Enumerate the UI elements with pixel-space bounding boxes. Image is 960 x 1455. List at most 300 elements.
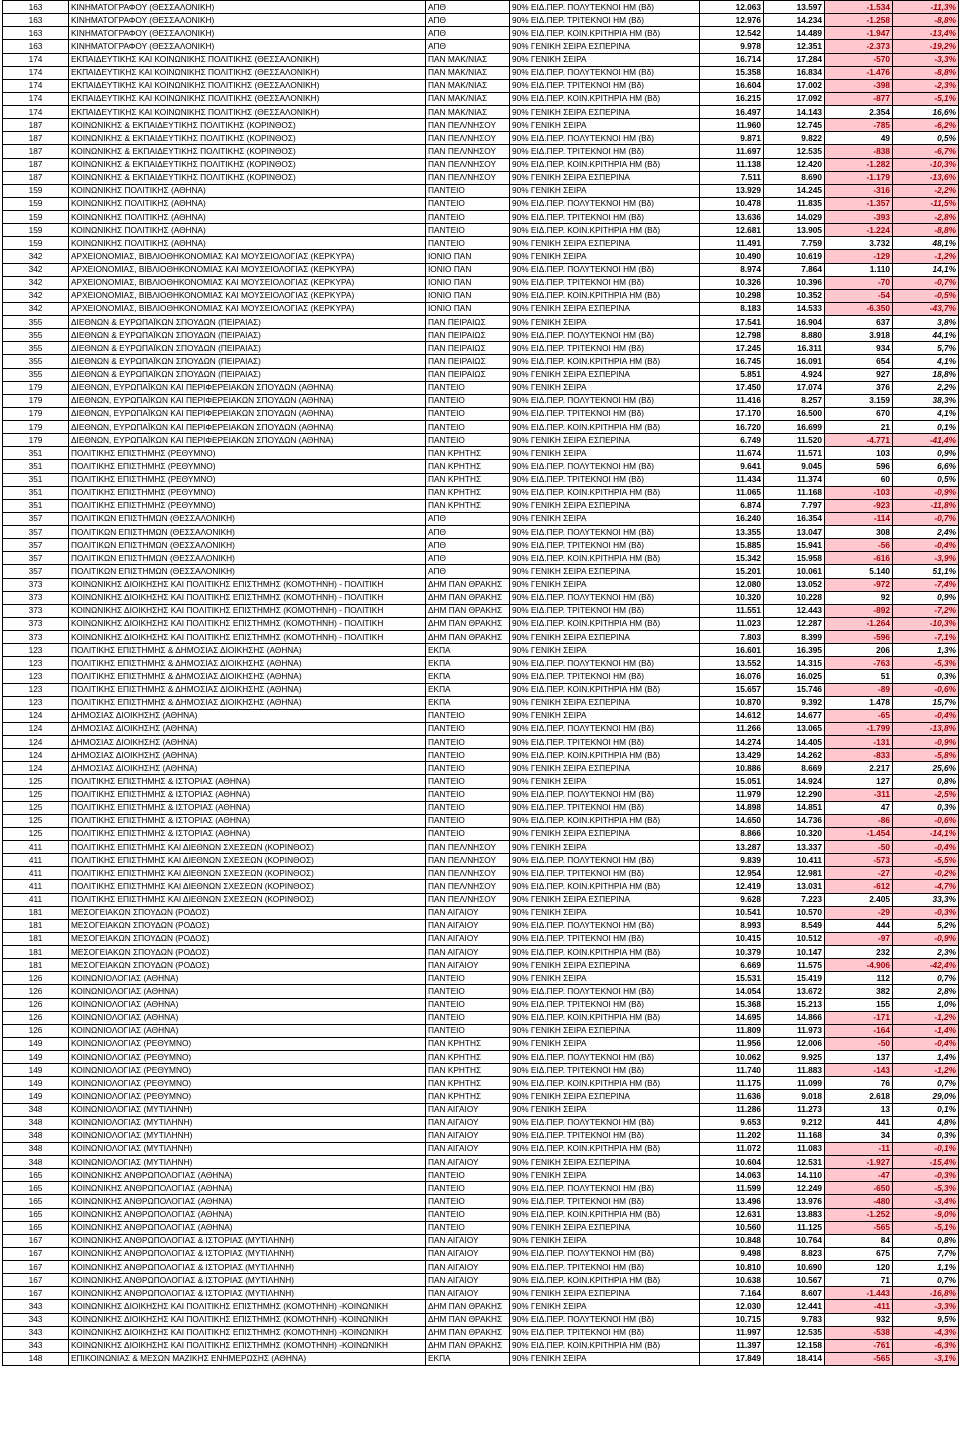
difference-cell: 92	[825, 591, 893, 604]
base-2012-cell: 7.759	[764, 237, 825, 250]
university-cell: ΠΑΝΤΕΙΟ	[426, 407, 510, 420]
base-2013-cell: 11.979	[700, 788, 764, 801]
department-cell: ΚΟΙΝΩΝΙΚΗΣ & ΕΚΠΑΙΔΕΥΤΙΚΗΣ ΠΟΛΙΤΙΚΗΣ (ΚΟΡΙΝΘΟΣ)	[69, 132, 426, 145]
percent-change-cell: -3,1%	[893, 1352, 959, 1365]
code-cell: 174	[3, 106, 69, 119]
base-2013-cell: 11.175	[700, 1077, 764, 1090]
base-2012-cell: 8.823	[764, 1247, 825, 1260]
base-2013-cell: 10.478	[700, 197, 764, 210]
difference-cell: 206	[825, 644, 893, 657]
base-2012-cell: 18.414	[764, 1352, 825, 1365]
percent-change-cell: 1,4%	[893, 1051, 959, 1064]
university-cell: ΠΑΝ ΠΕΛ/ΝΗΣΟΥ	[426, 158, 510, 171]
category-cell: 90% ΕΙΔ.ΠΕΡ. ΤΡΙΤΕΚΝΟΙ ΗΜ (Βδ)	[510, 670, 700, 683]
percent-change-cell: 2,3%	[893, 946, 959, 959]
table-row	[3, 985, 959, 998]
code-cell: 159	[3, 224, 69, 237]
department-cell: ΠΟΛΙΤΙΚΗΣ ΕΠΙΣΤΗΜΗΣ ΚΑΙ ΔΙΕΘΝΩΝ ΣΧΕΣΕΩΝ (ΚΟΡΙΝΘΟΣ)	[69, 893, 426, 906]
code-cell: 342	[3, 276, 69, 289]
department-cell: ΚΟΙΝΩΝΙΚΗΣ ΠΟΛΙΤΙΚΗΣ (ΑΘΗΝΑ)	[69, 224, 426, 237]
base-2012-cell: 12.531	[764, 1156, 825, 1169]
percent-change-cell: 4,8%	[893, 1116, 959, 1129]
percent-change-cell: 7,7%	[893, 1247, 959, 1260]
percent-change-cell: 0,7%	[893, 1274, 959, 1287]
base-2012-cell: 17.092	[764, 92, 825, 105]
difference-cell: 670	[825, 407, 893, 420]
table-row	[3, 867, 959, 880]
base-2012-cell: 10.320	[764, 827, 825, 840]
base-2013-cell: 16.604	[700, 79, 764, 92]
base-2012-cell: 14.924	[764, 775, 825, 788]
base-2012-cell: 7.797	[764, 499, 825, 512]
base-2013-cell: 12.030	[700, 1300, 764, 1313]
table-row	[3, 526, 959, 539]
base-2012-cell: 13.976	[764, 1195, 825, 1208]
department-cell: ΔΗΜΟΣΙΑΣ ΔΙΟΙΚΗΣΗΣ (ΑΘΗΝΑ)	[69, 736, 426, 749]
difference-cell: -4.906	[825, 959, 893, 972]
department-cell: ΕΚΠΑΙΔΕΥΤΙΚΗΣ ΚΑΙ ΚΟΙΝΩΝΙΚΗΣ ΠΟΛΙΤΙΚΗΣ (ΘΕΣΣΑΛΟΝΙΚΗ)	[69, 92, 426, 105]
difference-cell: -877	[825, 92, 893, 105]
university-cell: ΠΑΝΤΕΙΟ	[426, 237, 510, 250]
percent-change-cell: -0,3%	[893, 906, 959, 919]
difference-cell: -164	[825, 1024, 893, 1037]
base-2012-cell: 13.047	[764, 526, 825, 539]
category-cell: 90% ΓΕΝΙΚΗ ΣΕΙΡΑ ΕΣΠΕΡΙΝΑ	[510, 1156, 700, 1169]
base-2013-cell: 16.240	[700, 512, 764, 525]
percent-change-cell: -15,4%	[893, 1156, 959, 1169]
table-row	[3, 657, 959, 670]
department-cell: ΠΟΛΙΤΙΚΩΝ ΕΠΙΣΤΗΜΩΝ (ΘΕΣΣΑΛΟΝΙΚΗ)	[69, 526, 426, 539]
percent-change-cell: -6,2%	[893, 119, 959, 132]
university-cell: ΔΗΜ ΠΑΝ ΘΡΑΚΗΣ	[426, 604, 510, 617]
base-2012-cell: 13.065	[764, 722, 825, 735]
base-2013-cell: 10.379	[700, 946, 764, 959]
university-cell: ΠΑΝ ΠΕΛ/ΝΗΣΟΥ	[426, 893, 510, 906]
table-row	[3, 237, 959, 250]
university-cell: ΠΑΝ ΚΡΗΤΗΣ	[426, 1051, 510, 1064]
department-cell: ΠΟΛΙΤΙΚΗΣ ΕΠΙΣΤΗΜΗΣ & ΔΗΜΟΣΙΑΣ ΔΙΟΙΚΗΣΗΣ (ΑΘΗΝΑ)	[69, 644, 426, 657]
category-cell: 90% ΓΕΝΙΚΗ ΣΕΙΡΑ ΕΣΠΕΡΙΝΑ	[510, 696, 700, 709]
percent-change-cell: 3,8%	[893, 316, 959, 329]
department-cell: ΚΟΙΝΩΝΙΚΗΣ ΔΙΟΙΚΗΣΗΣ ΚΑΙ ΠΟΛΙΤΙΚΗΣ ΕΠΙΣΤΗΜΗΣ (ΚΟΜΟΤΗΝΗ) -ΚΟΙΝΩΝΙΚΗ	[69, 1313, 426, 1326]
code-cell: 411	[3, 841, 69, 854]
department-cell: ΑΡΧΕΙΟΝΟΜΙΑΣ, ΒΙΒΛΙΟΘΗΚΟΝΟΜΙΑΣ ΚΑΙ ΜΟΥΣΕΙΟΛΟΓΙΑΣ (ΚΕΡΚΥΡΑ)	[69, 289, 426, 302]
difference-cell: 34	[825, 1129, 893, 1142]
table-row	[3, 381, 959, 394]
university-cell: ΠΑΝ ΑΙΓΑΙΟΥ	[426, 959, 510, 972]
base-2012-cell: 11.168	[764, 1129, 825, 1142]
table-row	[3, 617, 959, 630]
code-cell: 125	[3, 801, 69, 814]
base-2013-cell: 11.397	[700, 1339, 764, 1352]
university-cell: ΠΑΝΤΕΙΟ	[426, 749, 510, 762]
table-row	[3, 1261, 959, 1274]
university-cell: ΕΚΠΑ	[426, 657, 510, 670]
base-2013-cell: 9.839	[700, 854, 764, 867]
difference-cell: 932	[825, 1313, 893, 1326]
university-cell: ΠΑΝΤΕΙΟ	[426, 722, 510, 735]
base-2013-cell: 12.798	[700, 329, 764, 342]
difference-cell: 51	[825, 670, 893, 683]
base-2012-cell: 14.029	[764, 211, 825, 224]
category-cell: 90% ΕΙΔ.ΠΕΡ. ΠΟΛΥΤΕΚΝΟΙ ΗΜ (Βδ)	[510, 329, 700, 342]
category-cell: 90% ΓΕΝΙΚΗ ΣΕΙΡΑ ΕΣΠΕΡΙΝΑ	[510, 237, 700, 250]
difference-cell: -398	[825, 79, 893, 92]
code-cell: 163	[3, 14, 69, 27]
percent-change-cell: 14,1%	[893, 263, 959, 276]
base-2013-cell: 10.062	[700, 1051, 764, 1064]
table-row	[3, 499, 959, 512]
base-2012-cell: 16.025	[764, 670, 825, 683]
table-row	[3, 1274, 959, 1287]
department-cell: ΕΚΠΑΙΔΕΥΤΙΚΗΣ ΚΑΙ ΚΟΙΝΩΝΙΚΗΣ ΠΟΛΙΤΙΚΗΣ (ΘΕΣΣΑΛΟΝΙΚΗ)	[69, 53, 426, 66]
department-cell: ΔΙΕΘΝΩΝ, ΕΥΡΩΠΑΪΚΩΝ ΚΑΙ ΠΕΡΙΦΕΡΕΙΑΚΩΝ ΣΠΟΥΔΩΝ (ΑΘΗΝΑ)	[69, 407, 426, 420]
category-cell: 90% ΓΕΝΙΚΗ ΣΕΙΡΑ ΕΣΠΕΡΙΝΑ	[510, 434, 700, 447]
base-2013-cell: 10.886	[700, 762, 764, 775]
table-row	[3, 224, 959, 237]
university-cell: ΠΑΝ ΠΕΛ/ΝΗΣΟΥ	[426, 119, 510, 132]
base-2012-cell: 11.883	[764, 1064, 825, 1077]
category-cell: 90% ΕΙΔ.ΠΕΡ. ΠΟΛΥΤΕΚΝΟΙ ΗΜ (Βδ)	[510, 919, 700, 932]
code-cell: 167	[3, 1274, 69, 1287]
university-cell: ΠΑΝ ΜΑΚ/ΝΙΑΣ	[426, 106, 510, 119]
difference-cell: -47	[825, 1169, 893, 1182]
code-cell: 357	[3, 552, 69, 565]
code-cell: 373	[3, 578, 69, 591]
percent-change-cell: 33,3%	[893, 893, 959, 906]
percent-change-cell: -42,4%	[893, 959, 959, 972]
difference-cell: 654	[825, 355, 893, 368]
difference-cell: -131	[825, 736, 893, 749]
base-2013-cell: 9.498	[700, 1247, 764, 1260]
table-row	[3, 512, 959, 525]
base-2012-cell: 9.925	[764, 1051, 825, 1064]
department-cell: ΠΟΛΙΤΙΚΗΣ ΕΠΙΣΤΗΜΗΣ & ΔΗΜΟΣΙΑΣ ΔΙΟΙΚΗΣΗΣ (ΑΘΗΝΑ)	[69, 696, 426, 709]
university-cell: ΕΚΠΑ	[426, 670, 510, 683]
category-cell: 90% ΓΕΝΙΚΗ ΣΕΙΡΑ	[510, 709, 700, 722]
university-cell: ΠΑΝ ΠΕΛ/ΝΗΣΟΥ	[426, 867, 510, 880]
table-row	[3, 749, 959, 762]
difference-cell: -573	[825, 854, 893, 867]
university-cell: ΠΑΝΤΕΙΟ	[426, 394, 510, 407]
table-row	[3, 447, 959, 460]
table-row	[3, 158, 959, 171]
base-2012-cell: 10.228	[764, 591, 825, 604]
university-cell: ΕΚΠΑ	[426, 644, 510, 657]
percent-change-cell: 0,8%	[893, 1234, 959, 1247]
percent-change-cell: 44,1%	[893, 329, 959, 342]
table-row	[3, 644, 959, 657]
category-cell: 90% ΕΙΔ.ΠΕΡ. ΚΟΙΝ.ΚΡΙΤΗΡΙΑ ΗΜ (Βδ)	[510, 552, 700, 565]
category-cell: 90% ΕΙΔ.ΠΕΡ. ΚΟΙΝ.ΚΡΙΤΗΡΙΑ ΗΜ (Βδ)	[510, 1011, 700, 1024]
base-2012-cell: 10.396	[764, 276, 825, 289]
base-2012-cell: 12.420	[764, 158, 825, 171]
table-row	[3, 578, 959, 591]
category-cell: 90% ΕΙΔ.ΠΕΡ. ΠΟΛΥΤΕΚΝΟΙ ΗΜ (Βδ)	[510, 657, 700, 670]
code-cell: 348	[3, 1156, 69, 1169]
table-row	[3, 1313, 959, 1326]
base-2013-cell: 16.215	[700, 92, 764, 105]
university-cell: ΠΑΝ ΜΑΚ/ΝΙΑΣ	[426, 92, 510, 105]
code-cell: 179	[3, 421, 69, 434]
percent-change-cell: 1,1%	[893, 1261, 959, 1274]
university-cell: ΕΚΠΑ	[426, 696, 510, 709]
base-2012-cell: 11.374	[764, 473, 825, 486]
code-cell: 125	[3, 814, 69, 827]
category-cell: 90% ΕΙΔ.ΠΕΡ. ΤΡΙΤΕΚΝΟΙ ΗΜ (Βδ)	[510, 211, 700, 224]
department-cell: ΚΟΙΝΩΝΙΚΗΣ ΑΝΘΡΩΠΟΛΟΓΙΑΣ (ΑΘΗΝΑ)	[69, 1195, 426, 1208]
percent-change-cell: -16,8%	[893, 1287, 959, 1300]
code-cell: 187	[3, 171, 69, 184]
table-row	[3, 709, 959, 722]
difference-cell: 112	[825, 972, 893, 985]
university-cell: ΠΑΝ ΜΑΚ/ΝΙΑΣ	[426, 66, 510, 79]
base-2013-cell: 12.976	[700, 14, 764, 27]
code-cell: 411	[3, 893, 69, 906]
difference-cell: -29	[825, 906, 893, 919]
category-cell: 90% ΕΙΔ.ΠΕΡ. ΚΟΙΝ.ΚΡΙΤΗΡΙΑ ΗΜ (Βδ)	[510, 946, 700, 959]
base-2013-cell: 8.866	[700, 827, 764, 840]
category-cell: 90% ΕΙΔ.ΠΕΡ. ΠΟΛΥΤΕΚΝΟΙ ΗΜ (Βδ)	[510, 1051, 700, 1064]
table-row	[3, 1326, 959, 1339]
table-row	[3, 1090, 959, 1103]
category-cell: 90% ΓΕΝΙΚΗ ΣΕΙΡΑ ΕΣΠΕΡΙΝΑ	[510, 171, 700, 184]
percent-change-cell: -13,6%	[893, 171, 959, 184]
university-cell: ΠΑΝ ΠΕΛ/ΝΗΣΟΥ	[426, 841, 510, 854]
difference-cell: -6.350	[825, 302, 893, 315]
base-2013-cell: 10.490	[700, 250, 764, 263]
department-cell: ΚΟΙΝΩΝΙΚΗΣ ΑΝΘΡΩΠΟΛΟΓΙΑΣ (ΑΘΗΝΑ)	[69, 1169, 426, 1182]
table-row	[3, 211, 959, 224]
university-cell: ΠΑΝ ΚΡΗΤΗΣ	[426, 473, 510, 486]
percent-change-cell: -0,6%	[893, 814, 959, 827]
code-cell: 124	[3, 722, 69, 735]
department-cell: ΠΟΛΙΤΙΚΗΣ ΕΠΙΣΤΗΜΗΣ & ΙΣΤΟΡΙΑΣ (ΑΘΗΝΑ)	[69, 814, 426, 827]
difference-cell: -1.927	[825, 1156, 893, 1169]
department-cell: ΚΟΙΝΩΝΙΚΗΣ ΔΙΟΙΚΗΣΗΣ ΚΑΙ ΠΟΛΙΤΙΚΗΣ ΕΠΙΣΤΗΜΗΣ (ΚΟΜΟΤΗΝΗ) - ΠΟΛΙΤΙΚΗ	[69, 631, 426, 644]
base-2012-cell: 15.958	[764, 552, 825, 565]
percent-change-cell: -9,0%	[893, 1208, 959, 1221]
code-cell: 355	[3, 329, 69, 342]
base-2013-cell: 10.604	[700, 1156, 764, 1169]
difference-cell: 308	[825, 526, 893, 539]
base-2013-cell: 15.885	[700, 539, 764, 552]
percent-change-cell: -14,1%	[893, 827, 959, 840]
base-2013-cell: 13.429	[700, 749, 764, 762]
base-2012-cell: 14.677	[764, 709, 825, 722]
difference-cell: 2.405	[825, 893, 893, 906]
percent-change-cell: 0,7%	[893, 1077, 959, 1090]
base-2013-cell: 15.201	[700, 565, 764, 578]
category-cell: 90% ΕΙΔ.ΠΕΡ. ΠΟΛΥΤΕΚΝΟΙ ΗΜ (Βδ)	[510, 394, 700, 407]
difference-cell: -833	[825, 749, 893, 762]
table-row	[3, 1339, 959, 1352]
table-row	[3, 92, 959, 105]
base-2012-cell: 11.520	[764, 434, 825, 447]
table-row	[3, 145, 959, 158]
department-cell: ΚΟΙΝΩΝΙΟΛΟΓΙΑΣ (ΜΥΤΙΛΗΝΗ)	[69, 1103, 426, 1116]
department-cell: ΚΟΙΝΩΝΙΚΗΣ ΔΙΟΙΚΗΣΗΣ ΚΑΙ ΠΟΛΙΤΙΚΗΣ ΕΠΙΣΤΗΜΗΣ (ΚΟΜΟΤΗΝΗ) - ΠΟΛΙΤΙΚΗ	[69, 591, 426, 604]
table-row	[3, 421, 959, 434]
department-cell: ΜΕΣΟΓΕΙΑΚΩΝ ΣΠΟΥΔΩΝ (ΡΟΔΟΣ)	[69, 919, 426, 932]
university-cell: ΔΗΜ ΠΑΝ ΘΡΑΚΗΣ	[426, 1326, 510, 1339]
base-2012-cell: 12.006	[764, 1037, 825, 1050]
code-cell: 348	[3, 1129, 69, 1142]
base-2013-cell: 15.342	[700, 552, 764, 565]
university-cell: ΠΑΝ ΑΙΓΑΙΟΥ	[426, 906, 510, 919]
code-cell: 179	[3, 394, 69, 407]
difference-cell: -565	[825, 1352, 893, 1365]
percent-change-cell: -6,3%	[893, 1339, 959, 1352]
base-2013-cell: 10.326	[700, 276, 764, 289]
table-row	[3, 1142, 959, 1155]
difference-cell: -1.476	[825, 66, 893, 79]
university-cell: ΠΑΝΤΕΙΟ	[426, 1169, 510, 1182]
difference-cell: 927	[825, 368, 893, 381]
code-cell: 187	[3, 158, 69, 171]
base-2013-cell: 16.497	[700, 106, 764, 119]
university-cell: ΔΗΜ ΠΑΝ ΘΡΑΚΗΣ	[426, 631, 510, 644]
table-row	[3, 919, 959, 932]
university-cell: ΠΑΝ ΑΙΓΑΙΟΥ	[426, 1247, 510, 1260]
table-row	[3, 683, 959, 696]
base-2013-cell: 11.674	[700, 447, 764, 460]
base-2012-cell: 11.125	[764, 1221, 825, 1234]
department-cell: ΠΟΛΙΤΙΚΗΣ ΕΠΙΣΤΗΜΗΣ (ΡΕΘΥΜΝΟ)	[69, 473, 426, 486]
base-2013-cell: 14.274	[700, 736, 764, 749]
percent-change-cell: 0,5%	[893, 132, 959, 145]
base-2013-cell: 9.978	[700, 40, 764, 53]
table-row	[3, 775, 959, 788]
code-cell: 126	[3, 972, 69, 985]
department-cell: ΠΟΛΙΤΙΚΗΣ ΕΠΙΣΤΗΜΗΣ ΚΑΙ ΔΙΕΘΝΩΝ ΣΧΕΣΕΩΝ (ΚΟΡΙΝΘΟΣ)	[69, 880, 426, 893]
code-cell: 165	[3, 1221, 69, 1234]
percent-change-cell: -0,1%	[893, 1142, 959, 1155]
category-cell: 90% ΕΙΔ.ΠΕΡ. ΚΟΙΝ.ΚΡΙΤΗΡΙΑ ΗΜ (Βδ)	[510, 880, 700, 893]
department-cell: ΠΟΛΙΤΙΚΗΣ ΕΠΙΣΤΗΜΗΣ ΚΑΙ ΔΙΕΘΝΩΝ ΣΧΕΣΕΩΝ (ΚΟΡΙΝΘΟΣ)	[69, 841, 426, 854]
code-cell: 342	[3, 289, 69, 302]
university-cell: ΔΗΜ ΠΑΝ ΘΡΑΚΗΣ	[426, 1300, 510, 1313]
department-cell: ΚΟΙΝΩΝΙΚΗΣ ΔΙΟΙΚΗΣΗΣ ΚΑΙ ΠΟΛΙΤΙΚΗΣ ΕΠΙΣΤΗΜΗΣ (ΚΟΜΟΤΗΝΗ) -ΚΟΙΝΩΝΙΚΗ	[69, 1339, 426, 1352]
table-row	[3, 1352, 959, 1365]
percent-change-cell: -0,9%	[893, 736, 959, 749]
percent-change-cell: -5,8%	[893, 749, 959, 762]
table-row	[3, 736, 959, 749]
difference-cell: 2.618	[825, 1090, 893, 1103]
base-2012-cell: 12.535	[764, 1326, 825, 1339]
university-cell: ΕΚΠΑ	[426, 1352, 510, 1365]
department-cell: ΠΟΛΙΤΙΚΗΣ ΕΠΙΣΤΗΜΗΣ ΚΑΙ ΔΙΕΘΝΩΝ ΣΧΕΣΕΩΝ (ΚΟΡΙΝΘΟΣ)	[69, 854, 426, 867]
percent-change-cell: -1,2%	[893, 1011, 959, 1024]
base-2012-cell: 9.392	[764, 696, 825, 709]
code-cell: 124	[3, 709, 69, 722]
category-cell: 90% ΕΙΔ.ΠΕΡ. ΤΡΙΤΕΚΝΟΙ ΗΜ (Βδ)	[510, 604, 700, 617]
department-cell: ΚΟΙΝΩΝΙΟΛΟΓΙΑΣ (ΜΥΤΙΛΗΝΗ)	[69, 1129, 426, 1142]
university-cell: ΠΑΝ ΠΕΛ/ΝΗΣΟΥ	[426, 132, 510, 145]
base-2013-cell: 14.612	[700, 709, 764, 722]
university-cell: ΠΑΝ ΑΙΓΑΙΟΥ	[426, 1261, 510, 1274]
category-cell: 90% ΓΕΝΙΚΗ ΣΕΙΡΑ ΕΣΠΕΡΙΝΑ	[510, 1024, 700, 1037]
base-2013-cell: 16.720	[700, 421, 764, 434]
difference-cell: -1.264	[825, 617, 893, 630]
university-cell: ΠΑΝΤΕΙΟ	[426, 985, 510, 998]
base-2013-cell: 6.749	[700, 434, 764, 447]
table-row	[3, 184, 959, 197]
percent-change-cell: -2,5%	[893, 788, 959, 801]
percent-change-cell: -0,4%	[893, 1037, 959, 1050]
table-row	[3, 801, 959, 814]
base-2013-cell: 14.063	[700, 1169, 764, 1182]
table-row	[3, 1156, 959, 1169]
department-cell: ΚΟΙΝΩΝΙΚΗΣ ΑΝΘΡΩΠΟΛΟΓΙΑΣ & ΙΣΤΟΡΙΑΣ (ΜΥΤΙΛΗΝΗ)	[69, 1247, 426, 1260]
code-cell: 165	[3, 1169, 69, 1182]
percent-change-cell: -0,7%	[893, 512, 959, 525]
difference-cell: -1.534	[825, 1, 893, 14]
base-2012-cell: 16.904	[764, 316, 825, 329]
category-cell: 90% ΕΙΔ.ΠΕΡ. ΤΡΙΤΕΚΝΟΙ ΗΜ (Βδ)	[510, 473, 700, 486]
percent-change-cell: 4,1%	[893, 407, 959, 420]
difference-cell: 47	[825, 801, 893, 814]
university-cell: ΠΑΝΤΕΙΟ	[426, 184, 510, 197]
university-cell: ΔΗΜ ΠΑΝ ΘΡΑΚΗΣ	[426, 1313, 510, 1326]
university-cell: ΙΟΝΙΟ ΠΑΝ	[426, 302, 510, 315]
base-2013-cell: 11.065	[700, 486, 764, 499]
category-cell: 90% ΓΕΝΙΚΗ ΣΕΙΡΑ ΕΣΠΕΡΙΝΑ	[510, 499, 700, 512]
department-cell: ΚΟΙΝΩΝΙΟΛΟΓΙΑΣ (ΡΕΘΥΜΝΟ)	[69, 1051, 426, 1064]
department-cell: ΚΟΙΝΩΝΙΚΗΣ & ΕΚΠΑΙΔΕΥΤΙΚΗΣ ΠΟΛΙΤΙΚΗΣ (ΚΟΡΙΝΘΟΣ)	[69, 119, 426, 132]
department-cell: ΚΟΙΝΩΝΙΚΗΣ ΑΝΘΡΩΠΟΛΟΓΙΑΣ & ΙΣΤΟΡΙΑΣ (ΜΥΤΙΛΗΝΗ)	[69, 1261, 426, 1274]
percent-change-cell: -0,4%	[893, 709, 959, 722]
code-cell: 149	[3, 1064, 69, 1077]
table-row	[3, 827, 959, 840]
table-row	[3, 814, 959, 827]
base-2013-cell: 6.669	[700, 959, 764, 972]
difference-cell: -11	[825, 1142, 893, 1155]
base-2013-cell: 10.848	[700, 1234, 764, 1247]
difference-cell: 1.110	[825, 263, 893, 276]
department-cell: ΚΟΙΝΩΝΙΟΛΟΓΙΑΣ (ΡΕΘΥΜΝΟ)	[69, 1077, 426, 1090]
difference-cell: 76	[825, 1077, 893, 1090]
base-2012-cell: 9.212	[764, 1116, 825, 1129]
university-cell: ΔΗΜ ΠΑΝ ΘΡΑΚΗΣ	[426, 1339, 510, 1352]
category-cell: 90% ΓΕΝΙΚΗ ΣΕΙΡΑ	[510, 381, 700, 394]
category-cell: 90% ΕΙΔ.ΠΕΡ. ΠΟΛΥΤΕΚΝΟΙ ΗΜ (Βδ)	[510, 1247, 700, 1260]
category-cell: 90% ΓΕΝΙΚΗ ΣΕΙΡΑ ΕΣΠΕΡΙΝΑ	[510, 565, 700, 578]
base-2012-cell: 9.018	[764, 1090, 825, 1103]
category-cell: 90% ΓΕΝΙΚΗ ΣΕΙΡΑ	[510, 184, 700, 197]
university-cell: ΠΑΝΤΕΙΟ	[426, 1182, 510, 1195]
code-cell: 167	[3, 1287, 69, 1300]
base-2012-cell: 11.835	[764, 197, 825, 210]
code-cell: 149	[3, 1051, 69, 1064]
department-cell: ΚΟΙΝΩΝΙΟΛΟΓΙΑΣ (ΡΕΘΥΜΝΟ)	[69, 1037, 426, 1050]
category-cell: 90% ΕΙΔ.ΠΕΡ. ΚΟΙΝ.ΚΡΙΤΗΡΙΑ ΗΜ (Βδ)	[510, 224, 700, 237]
difference-cell: -1.179	[825, 171, 893, 184]
department-cell: ΜΕΣΟΓΕΙΑΚΩΝ ΣΠΟΥΔΩΝ (ΡΟΔΟΣ)	[69, 959, 426, 972]
department-cell: ΠΟΛΙΤΙΚΗΣ ΕΠΙΣΤΗΜΗΣ & ΙΣΤΟΡΙΑΣ (ΑΘΗΝΑ)	[69, 788, 426, 801]
base-2012-cell: 8.880	[764, 329, 825, 342]
percent-change-cell: -1,4%	[893, 1024, 959, 1037]
department-cell: ΠΟΛΙΤΙΚΗΣ ΕΠΙΣΤΗΜΗΣ & ΙΣΤΟΡΙΑΣ (ΑΘΗΝΑ)	[69, 801, 426, 814]
category-cell: 90% ΓΕΝΙΚΗ ΣΕΙΡΑ	[510, 316, 700, 329]
code-cell: 163	[3, 27, 69, 40]
code-cell: 348	[3, 1142, 69, 1155]
department-cell: ΠΟΛΙΤΙΚΗΣ ΕΠΙΣΤΗΜΗΣ (ΡΕΘΥΜΝΟ)	[69, 447, 426, 460]
department-cell: ΚΟΙΝΩΝΙΟΛΟΓΙΑΣ (ΡΕΘΥΜΝΟ)	[69, 1090, 426, 1103]
university-cell: ΠΑΝΤΕΙΟ	[426, 421, 510, 434]
university-cell: ΠΑΝΤΕΙΟ	[426, 211, 510, 224]
category-cell: 90% ΕΙΔ.ΠΕΡ. ΚΟΙΝ.ΚΡΙΤΗΡΙΑ ΗΜ (Βδ)	[510, 92, 700, 105]
